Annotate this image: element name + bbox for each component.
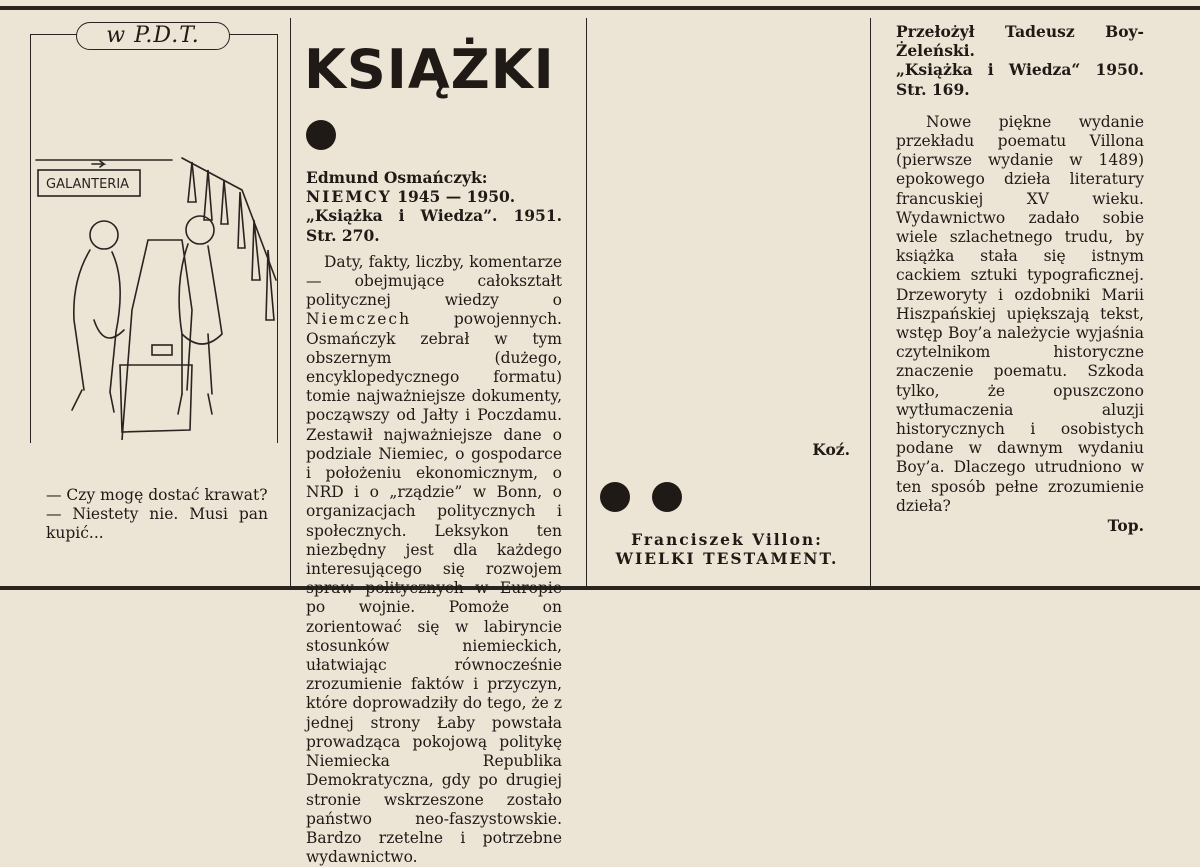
bullet-dot bbox=[600, 482, 630, 512]
review-2-signature: Top. bbox=[1107, 516, 1144, 536]
bullet-dot bbox=[652, 482, 682, 512]
review-1-years: 1945 — 1950. bbox=[397, 187, 516, 207]
caption-line: — Czy mogę dostać krawat? bbox=[46, 486, 268, 504]
review-1-body: Daty, fakty, liczby, komentarze — obejmujące całokształt politycznej wiedzy o bbox=[306, 252, 562, 310]
bottom-rule bbox=[0, 586, 1200, 590]
column-divider bbox=[290, 18, 291, 586]
caption-line: — Niestety nie. Musi pan kupić... bbox=[46, 505, 268, 542]
review-2-translator: Przełożył Tadeusz Boy-Żeleński. bbox=[896, 22, 1144, 61]
review-1-body-spaced: Niemczech bbox=[306, 310, 412, 329]
column-divider bbox=[586, 18, 587, 586]
column-divider bbox=[870, 18, 871, 586]
review-2-publisher: „Książka i Wiedza“ 1950. Str. 169. bbox=[896, 60, 1144, 99]
review-1-publisher: „Książka i Wiedza”. 1951. Str. 270. bbox=[306, 206, 562, 245]
review-1-body: powojennych. Osmańczyk zebrał w tym obszernym (dużego, encyklopedycznego formatu) tomie najważniejsze dokumenty, począwszy od Jałty i Poczdamu. Zestawił najważniejsze dane o podziale Niemiec, o gospodarce i położeniu ekonomicznym, o NRD i o „rządzie” w Bonn, o organizacjach politycznych i społecznych. Leksykon ten niezbędny jest dla każdego interesującego się rozwojem spraw politycznych w Europie po wojnie. Pomoże on zorientować się w labiryncie stosunków niemieckich, ułatwiając równocześnie zrozumienie faktów i przyczyn, które doprowadziły do tego, że z jednej strony Łaby powstała prowadząca pokojową politykę Niemiecka Republika Demokratyczna, gdy po drugiej stronie wskrzeszone zostało państwo neo-faszystowskie. Bardzo rzetelne i potrzebne wydawnictwo. bbox=[306, 310, 562, 867]
review-2-author: Franciszek Villon: bbox=[631, 530, 823, 549]
cartoon-title: w P.D.T. bbox=[76, 22, 230, 50]
review-1-signature: Koź. bbox=[812, 440, 850, 459]
sign-label: GALANTERIA bbox=[46, 177, 130, 192]
bullet-dot bbox=[306, 120, 336, 150]
top-rule bbox=[0, 6, 1200, 10]
cartoon-caption bbox=[46, 486, 268, 543]
review-2-body: Nowe piękne wydanie przekładu poematu Villona (pierwsze wydanie w 1489) epokowego dzieła literatury francuskiej XV wieku. Wydawnictwo zadało sobie wiele szlachetnego trudu, by książka stała się istnym cackiem sztuki typograficznej. Drzeworyty i ozdobniki Marii Hiszpańskiej upiększają tekst, wstęp Boy’a należycie wyjaśnia czytelnikom historyczne znaczenie poematu. Szkoda tylko, że opuszczono wytłumaczenia aluzji historycznych i osobistych podane w dawnym wydaniu Boy’a. Dlaczego utrudniono w ten sposób pełne zrozumienie dzieła? bbox=[896, 112, 1144, 515]
review-2-header bbox=[604, 530, 850, 568]
review-2-title: WIELKI TESTAMENT. bbox=[615, 549, 839, 569]
review-1-signature-wrap bbox=[604, 440, 850, 459]
cartoon-illustration bbox=[32, 140, 280, 440]
review-1-part-a bbox=[306, 168, 562, 867]
review-1-title: NIEMCY bbox=[306, 187, 392, 207]
section-heading: KSIĄŻKI bbox=[304, 38, 555, 101]
review-2-column bbox=[896, 22, 1144, 535]
review-1-author: Edmund Osmańczyk: bbox=[306, 168, 488, 187]
